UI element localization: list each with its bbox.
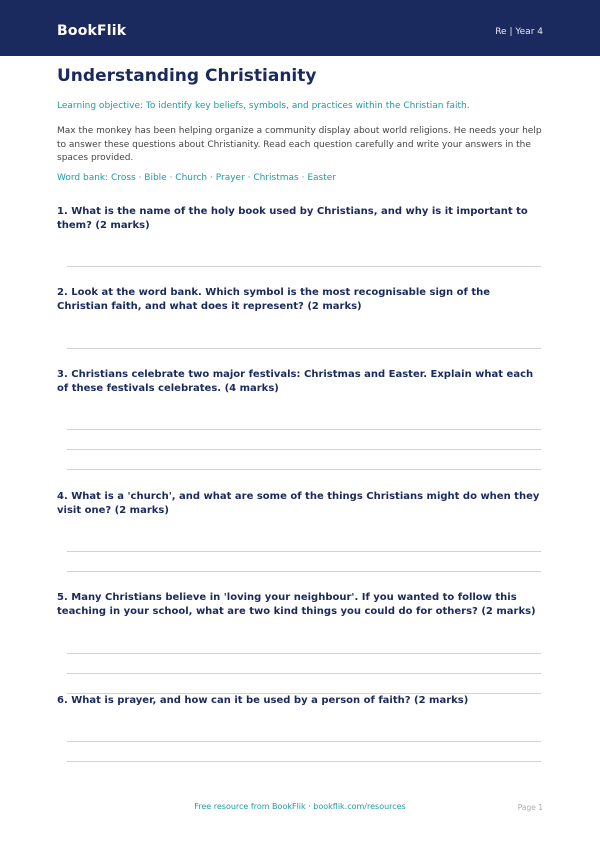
- question-2: 2. Look at the word bank. Which symbol is the most recognisable sign of the Christian faith, and what does it represent? (2 marks): [57, 287, 491, 312]
- question-1: 1. What is the name of the holy book used by Christians, and why is it important to them? (2 marks): [57, 206, 528, 231]
- subject-year-label: Re | Year 4: [495, 27, 543, 37]
- page-header: [0, 0, 600, 56]
- footer-source-link[interactable]: Free resource from BookFlik · bookflik.com/resources: [194, 802, 406, 811]
- answer-line[interactable]: [67, 429, 541, 430]
- answer-line[interactable]: [67, 348, 541, 349]
- brand-logo-text: BookFlik: [57, 23, 127, 39]
- answer-line[interactable]: [67, 761, 541, 762]
- answer-line[interactable]: [67, 673, 541, 674]
- answer-line[interactable]: [67, 266, 541, 267]
- question-5: 5. Many Christians believe in 'loving your neighbour'. If you wanted to follow this teaching in your school, what are two kind things you could do for others? (2 marks): [57, 592, 536, 617]
- answer-line[interactable]: [67, 469, 541, 470]
- answer-line[interactable]: [67, 653, 541, 654]
- page-number: Page 1: [517, 803, 543, 812]
- intro-paragraph: Max the monkey has been helping organize a community display about world religions. He needs your help to answer these questions about Christianity. Read each question carefully and write your answers in the spaces provided.: [57, 126, 542, 163]
- answer-line[interactable]: [67, 551, 541, 552]
- answer-line[interactable]: [67, 571, 541, 572]
- word-bank: Word bank: Cross · Bible · Church · Prayer · Christmas · Easter: [57, 173, 336, 183]
- page-footer: [0, 802, 600, 816]
- question-4: 4. What is a 'church', and what are some of the things Christians might do when they visit one? (2 marks): [57, 491, 540, 516]
- answer-line[interactable]: [67, 449, 541, 450]
- learning-objective: Learning objective: To identify key beliefs, symbols, and practices within the Christian faith.: [57, 101, 470, 111]
- answer-line[interactable]: [67, 741, 541, 742]
- question-3: 3. Christians celebrate two major festivals: Christmas and Easter. Explain what each of these festivals celebrates. (4 marks): [57, 369, 534, 394]
- page-title: Understanding Christianity: [57, 66, 317, 86]
- question-6: 6. What is prayer, and how can it be used by a person of faith? (2 marks): [57, 695, 469, 706]
